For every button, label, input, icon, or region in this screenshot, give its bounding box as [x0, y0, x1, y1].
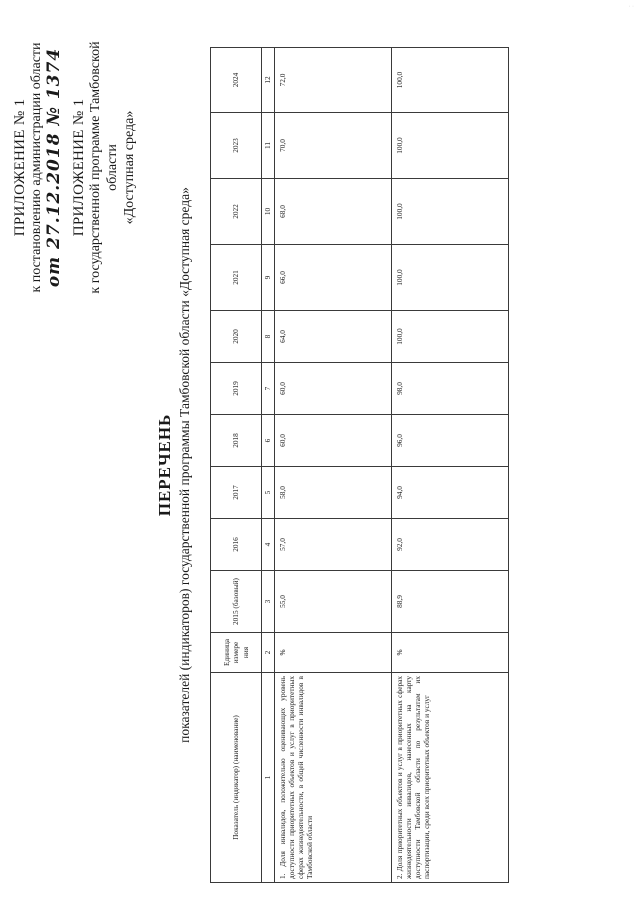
indicator-unit: % [275, 633, 392, 673]
indicator-name: 1. Доля инвалидов, положительно оценивающих уровень доступности приоритетных объектов и услуг в приоритетных сферах жизнедеятельности, в общей численности инвалидов в Тамбовской области [275, 673, 392, 883]
indicator-value: 60,0 [275, 363, 392, 415]
document-title: ПЕРЕЧЕНЬ [155, 413, 174, 517]
indicator-value: 92,0 [392, 519, 509, 571]
program-line-2: «Доступная среда» [121, 110, 137, 225]
indicator-value: 60,0 [275, 415, 392, 467]
indicator-value: 72,0 [275, 48, 392, 113]
indicator-name: 2. Доля приоритетных объектов и услуг в приоритетных сферах жизнедеятельности инвалидов, нанесенных на карту доступности Тамбовской области по результатам их паспортизации, среди всех приоритетных объектов и услуг [392, 673, 509, 883]
indicators-table [210, 47, 509, 883]
header-year: 2024 [211, 48, 262, 113]
column-number: 5 [262, 467, 275, 519]
header-year: 2021 [211, 245, 262, 311]
header-indicator: Показатель (индикатор) (наименование) [211, 673, 262, 883]
appendix-label: ПРИЛОЖЕНИЕ № 1 [12, 98, 28, 237]
indicator-value: 58,0 [275, 467, 392, 519]
document-subtitle: показателей (индикаторов) государственной программы Тамбовской области «Доступная среда» [177, 187, 192, 743]
program-line-1: к государственной программе Тамбовской области [88, 41, 120, 294]
header-unit: Единица измере ния [211, 633, 262, 673]
column-number: 4 [262, 519, 275, 571]
header-row [211, 48, 262, 883]
table-row [392, 48, 509, 883]
column-number: 3 [262, 571, 275, 633]
indicator-value: 98,0 [392, 363, 509, 415]
landscape-page [7, 35, 607, 895]
indicator-value: 64,0 [275, 311, 392, 363]
indicator-unit: % [392, 633, 509, 673]
scan-edge-mark: · · [628, 4, 634, 10]
indicator-value: 66,0 [275, 245, 392, 311]
indicator-value: 70,0 [275, 113, 392, 179]
indicator-value: 57,0 [275, 519, 392, 571]
indicator-value: 94,0 [392, 467, 509, 519]
column-number: 9 [262, 245, 275, 311]
indicator-value: 100,0 [392, 245, 509, 311]
header-year: 2020 [211, 311, 262, 363]
header-year: 2015 (базовый) [211, 571, 262, 633]
header-year: 2016 [211, 519, 262, 571]
indicator-value: 100,0 [392, 48, 509, 113]
column-number: 6 [262, 415, 275, 467]
column-number: 8 [262, 311, 275, 363]
indicator-value: 68,0 [275, 179, 392, 245]
header-year: 2017 [211, 467, 262, 519]
column-number: 11 [262, 113, 275, 179]
resolution-line: к постановлению администрации области [29, 42, 44, 293]
column-number: 12 [262, 48, 275, 113]
indicator-value: 100,0 [392, 311, 509, 363]
column-number: 1 [262, 673, 275, 883]
handwritten-date-number: от 27.12.2018 № 1374 [43, 47, 64, 288]
column-number: 7 [262, 363, 275, 415]
column-number: 2 [262, 633, 275, 673]
column-number-row [262, 48, 275, 883]
indicator-value: 55,0 [275, 571, 392, 633]
column-number: 10 [262, 179, 275, 245]
program-appendix-label: ПРИЛОЖЕНИЕ № 1 [71, 98, 88, 237]
appendix-header [11, 40, 139, 295]
header-year: 2022 [211, 179, 262, 245]
indicator-value: 100,0 [392, 113, 509, 179]
indicator-value: 88,9 [392, 571, 509, 633]
indicator-value: 100,0 [392, 179, 509, 245]
table-row [275, 48, 392, 883]
indicator-value: 96,0 [392, 415, 509, 467]
header-year: 2019 [211, 363, 262, 415]
header-year: 2018 [211, 415, 262, 467]
document-title-block [155, 45, 193, 885]
header-year: 2023 [211, 113, 262, 179]
